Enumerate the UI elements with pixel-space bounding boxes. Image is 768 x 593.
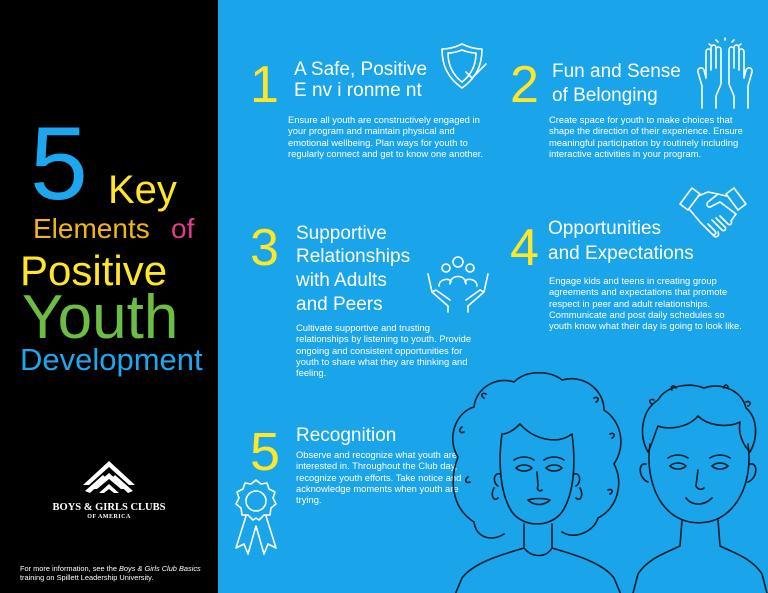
boy-illustration [628, 382, 768, 593]
shield-check-icon [440, 42, 490, 90]
org-name: BOYS & GIRLS CLUBS [52, 502, 166, 513]
section-1-body: Ensure all youth are constructively engaged in your program and maintain physical and emotional wellbeing. Plan ways for youth to regularly connect and get to know one another. [288, 114, 483, 159]
section-3-heading-line1: Supportive [296, 223, 387, 244]
award-ribbon-icon [232, 478, 280, 558]
section-4-heading-line2: and Expectations [548, 243, 694, 264]
section-3-heading-line4: and Peers [296, 294, 383, 315]
title-word-development: Development [20, 342, 203, 377]
title-word-key: Key [108, 168, 177, 212]
title-word-of: of [171, 213, 195, 244]
section-2-heading-line2: of Belonging [552, 85, 658, 106]
high-five-icon [696, 38, 754, 110]
section-5-heading-line1: Recognition [296, 425, 397, 446]
section-5-number: 5 [250, 422, 281, 482]
section-1-heading-line1: A Safe, Positive [294, 59, 428, 80]
section-3-body: Cultivate supportive and trusting relationships by listening to youth. Provide ongoing and consistent opportunities for youth to share what they are thinking and feeling. [296, 322, 472, 379]
handshake-icon [678, 184, 748, 242]
title-number-five: 5 [30, 106, 88, 222]
org-subname: OF AMERICA [87, 514, 131, 520]
title-word-positive: Positive [20, 247, 168, 294]
section-1-heading-line2: E nv i ronme nt [294, 80, 422, 101]
footer-note [20, 564, 215, 582]
title-word-elements: Elements [33, 213, 150, 244]
elements-panel [218, 0, 768, 593]
footer-suffix: training on Spillett Leadership University. [20, 573, 154, 582]
bgc-logo-icon [79, 455, 139, 501]
girl-illustration [444, 372, 634, 593]
footer-course-name: Boys & Girls Club Basics [119, 564, 201, 573]
hands-holding-people-icon [426, 252, 490, 312]
section-3-number: 3 [250, 219, 279, 277]
section-4-heading-line1: Opportunities [548, 218, 662, 239]
section-3-heading-line3: with Adults [296, 270, 387, 291]
title-word-youth: Youth [22, 283, 179, 352]
section-4-body: Engage kids and teens in creating group agreements and expectations that promote respect in peer and adult relationships. Communicate and post daily schedules so youth know what their day is going to look like. [549, 275, 742, 332]
section-3-heading-line2: Relationships [296, 246, 411, 267]
section-5-body: Observe and recognize what youth are interested in. Throughout the Club day, recognize youth efforts. Take notice and acknowledge moments when youth are trying. [296, 449, 462, 506]
footer-prefix: For more information, see the [20, 564, 119, 573]
section-1-number: 1 [250, 56, 279, 114]
section-2-number: 2 [510, 56, 539, 114]
section-2-heading-line1: Fun and Sense [552, 61, 681, 82]
section-2-body: Create space for youth to make choices that shape the direction of their experience. Ensure meaningful participation by routinely including interactive activities in your program. [549, 114, 743, 159]
section-4-number: 4 [510, 219, 539, 277]
